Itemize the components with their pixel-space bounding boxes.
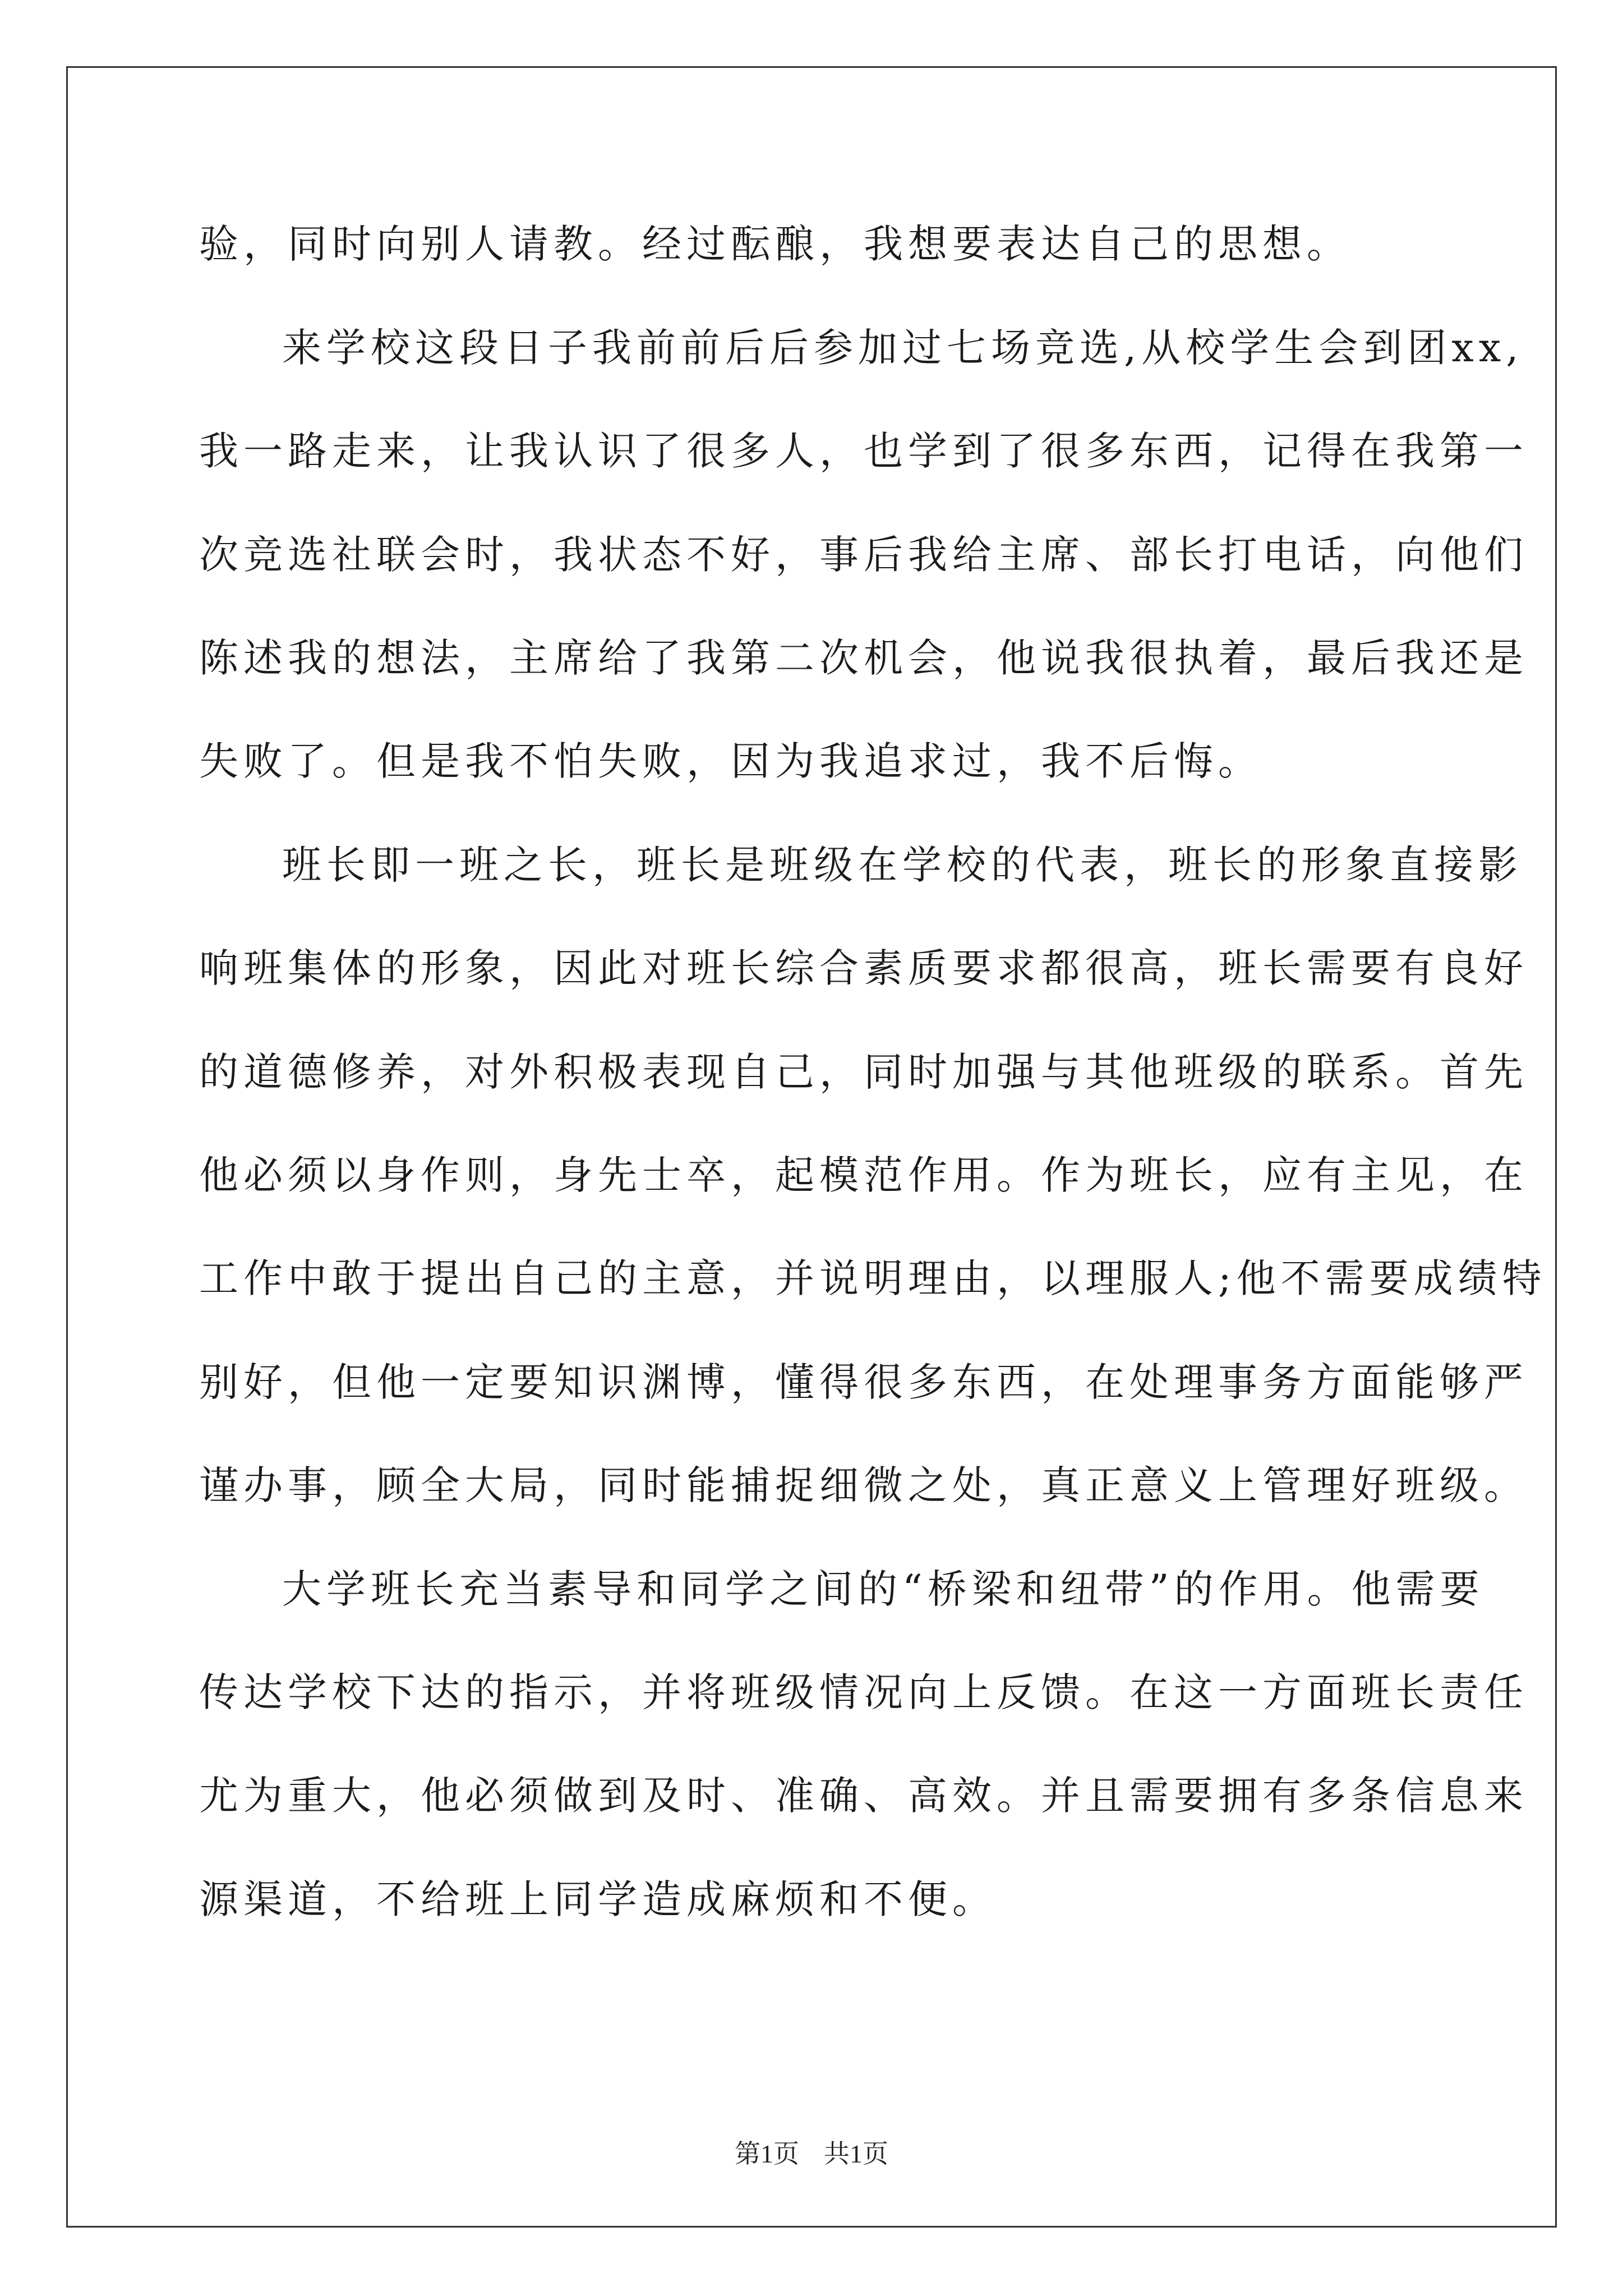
text-line: 尤为重大，他必须做到及时、准确、高效。并且需要拥有多条信息来 [199,1773,1528,1819]
text-line: 源渠道，不给班上同学造成麻烦和不便。 [199,1876,997,1922]
text-line: 响班集体的形象，因此对班长综合素质要求都很高，班长需要有良好 [199,945,1528,991]
text-line: 别好，但他一定要知识渊博，懂得很多东西，在处理事务方面能够严 [199,1359,1528,1405]
text-line: 工作中敢于提出自己的主意，并说明理由，以理服人;他不需要成绩特 [199,1255,1547,1301]
text-line: 谨办事，顾全大局，同时能捕捉细微之处，真正意义上管理好班级。 [199,1462,1528,1508]
text-line: 次竞选社联会时，我状态不好，事后我给主席、部长打电话，向他们 [199,532,1528,578]
paragraph-first-line: 来学校这段日子我前前后后参加过七场竞选,从校学生会到团xx, [282,325,1524,371]
text-line: 陈述我的想法，主席给了我第二次机会，他说我很执着，最后我还是 [199,635,1528,681]
page-footer [0,2137,1623,2171]
paragraph-first-line: 班长即一班之长，班长是班级在学校的代表，班长的形象直接影 [282,842,1523,888]
paragraph-first-line: 大学班长充当素导和同学之间的“桥梁和纽带”的作用。他需要 [282,1566,1484,1612]
text-line: 的道德修养，对外积极表现自己，同时加强与其他班级的联系。首先 [199,1049,1528,1095]
text-line: 他必须以身作则，身先士卒，起模范作用。作为班长，应有主见，在 [199,1152,1528,1198]
page-number-current: 第1页 [735,2139,799,2168]
page-number-total: 共1页 [824,2139,888,2168]
text-line: 验，同时向别人请教。经过酝酿，我想要表达自己的思想。 [199,221,1351,267]
text-line: 我一路走来，让我认识了很多人，也学到了很多东西，记得在我第一 [199,428,1528,474]
text-line: 失败了。但是我不怕失败，因为我追求过，我不后悔。 [199,738,1262,784]
text-line: 传达学校下达的指示，并将班级情况向上反馈。在这一方面班长责任 [199,1669,1528,1715]
